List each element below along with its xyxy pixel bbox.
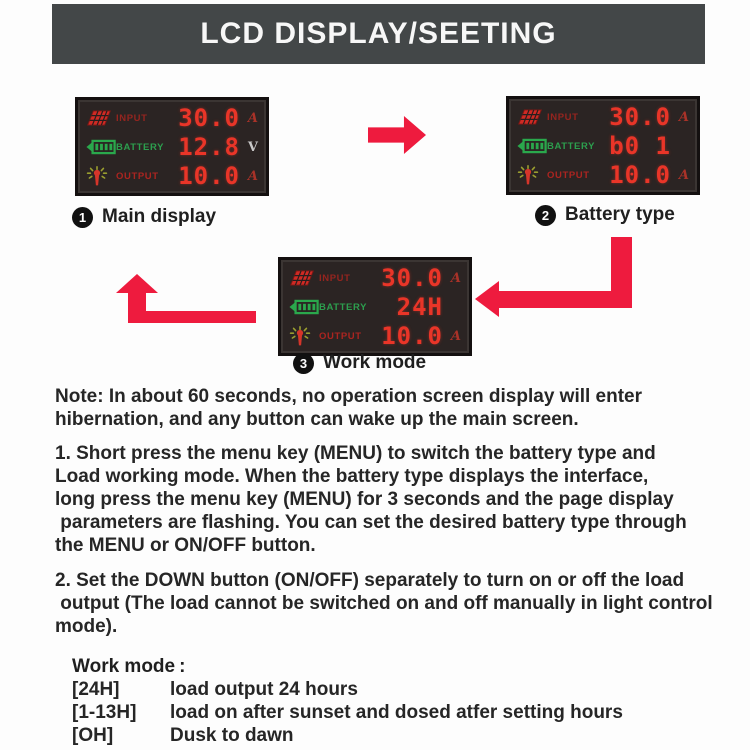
lcd-unit: A bbox=[450, 328, 461, 344]
lcd-battery-type-display bbox=[506, 96, 700, 195]
lcd-work-mode-display bbox=[278, 257, 472, 356]
paragraph-line: 1. Short press the menu key (MENU) to switch the battery type and bbox=[55, 443, 656, 464]
lcd-value: 12.8 bbox=[178, 133, 240, 161]
lcd-unit: V bbox=[247, 139, 258, 155]
lcd-value: 10.0 bbox=[609, 161, 671, 189]
lcd-label: INPUT bbox=[116, 112, 148, 124]
legend-key: [OH] bbox=[72, 725, 114, 746]
solar-panel-icon bbox=[517, 109, 547, 125]
instruction-paragraph-1 bbox=[55, 442, 687, 557]
paragraph-line: the MENU or ON/OFF button. bbox=[55, 535, 316, 556]
lcd-value: 30.0 bbox=[609, 103, 671, 131]
legend-heading bbox=[72, 655, 623, 678]
lcd-row-output bbox=[86, 164, 258, 188]
page-title: LCD DISPLAY/SEETING bbox=[200, 17, 557, 50]
note-line: Note: In about 60 seconds, no operation screen display will enter bbox=[55, 386, 643, 407]
instruction-paragraph-2 bbox=[55, 569, 713, 638]
lcd-value: b0 1 bbox=[609, 132, 671, 160]
paragraph-line: 2. Set the DOWN button (ON/OFF) separately to turn on or off the load bbox=[55, 570, 685, 591]
legend-item-1-13h bbox=[72, 701, 623, 724]
lamp-icon bbox=[289, 326, 319, 347]
lcd-row-output bbox=[289, 324, 461, 348]
battery-icon bbox=[289, 299, 319, 315]
lcd-label: OUTPUT bbox=[547, 169, 590, 181]
note-line: hibernation, and any button can wake up the main screen. bbox=[55, 409, 579, 430]
step-label-main-display bbox=[72, 206, 216, 228]
lcd-row-input bbox=[289, 266, 461, 290]
legend-key: [24H] bbox=[72, 679, 120, 700]
step-label-text: Main display bbox=[102, 206, 217, 227]
solar-panel-icon bbox=[289, 270, 319, 286]
arrow-segment bbox=[128, 292, 146, 323]
step-label-work-mode bbox=[293, 352, 426, 374]
lcd-label: INPUT bbox=[547, 111, 579, 123]
lcd-value: 30.0 bbox=[381, 264, 443, 292]
arrow-head-left bbox=[475, 281, 499, 317]
lcd-value: 10.0 bbox=[381, 322, 443, 350]
lcd-row-input bbox=[86, 106, 258, 130]
battery-icon bbox=[517, 138, 547, 154]
arrow-segment bbox=[497, 291, 632, 308]
lcd-value: 10.0 bbox=[178, 162, 240, 190]
step-label-text: Battery type bbox=[565, 204, 675, 225]
battery-icon bbox=[86, 139, 116, 155]
legend-item-oh bbox=[72, 724, 623, 747]
paragraph-line: long press the menu key (MENU) for 3 seconds and the page display bbox=[55, 489, 674, 510]
lcd-row-battery bbox=[86, 135, 258, 159]
lcd-label: BATTERY bbox=[319, 301, 368, 313]
work-mode-legend bbox=[72, 655, 623, 747]
lcd-value: 24H bbox=[396, 293, 443, 321]
lcd-label: OUTPUT bbox=[319, 330, 362, 342]
lcd-unit: A bbox=[450, 270, 461, 286]
paragraph-line: output (The load cannot be switched on and off manually in light control bbox=[55, 593, 713, 614]
lcd-unit: A bbox=[247, 168, 258, 184]
lcd-row-battery bbox=[289, 295, 461, 319]
legend-item-24h bbox=[72, 678, 623, 701]
lcd-label: BATTERY bbox=[547, 140, 596, 152]
legend-key: [1-13H] bbox=[72, 702, 137, 723]
step-number-badge: 2 bbox=[535, 205, 556, 226]
paragraph-line: Load working mode. When the battery type displays the interface, bbox=[55, 466, 649, 487]
step-number-badge: 3 bbox=[293, 353, 314, 374]
legend-heading-colon: : bbox=[179, 656, 186, 677]
legend-desc: load output 24 hours bbox=[170, 679, 358, 700]
arrow-segment bbox=[131, 311, 256, 323]
note-text bbox=[55, 385, 642, 431]
lcd-value: 30.0 bbox=[178, 104, 240, 132]
legend-desc: load on after sunset and dosed atfer setting hours bbox=[170, 702, 623, 723]
step-label-text: Work mode bbox=[323, 352, 427, 373]
lcd-label: BATTERY bbox=[116, 141, 165, 153]
step-number-badge: 1 bbox=[72, 207, 93, 228]
lcd-unit: A bbox=[678, 167, 689, 183]
paragraph-line: parameters are flashing. You can set the desired battery type through bbox=[55, 512, 687, 533]
step-label-battery-type bbox=[535, 204, 675, 226]
legend-heading-text: Work mode bbox=[72, 656, 176, 677]
lcd-main-display bbox=[75, 97, 269, 196]
paragraph-line: mode). bbox=[55, 616, 118, 637]
lamp-icon bbox=[517, 165, 547, 186]
lcd-row-battery bbox=[517, 134, 689, 158]
lcd-row-input bbox=[517, 105, 689, 129]
lcd-label: OUTPUT bbox=[116, 170, 159, 182]
lcd-unit: A bbox=[678, 109, 689, 125]
lcd-label: INPUT bbox=[319, 272, 351, 284]
lcd-unit: A bbox=[247, 110, 258, 126]
arrow-right-icon bbox=[368, 116, 426, 154]
solar-panel-icon bbox=[86, 110, 116, 126]
lcd-row-output bbox=[517, 163, 689, 187]
title-bar bbox=[52, 4, 705, 64]
lamp-icon bbox=[86, 166, 116, 187]
legend-desc: Dusk to dawn bbox=[170, 725, 294, 746]
arrow-head-up bbox=[116, 274, 158, 293]
